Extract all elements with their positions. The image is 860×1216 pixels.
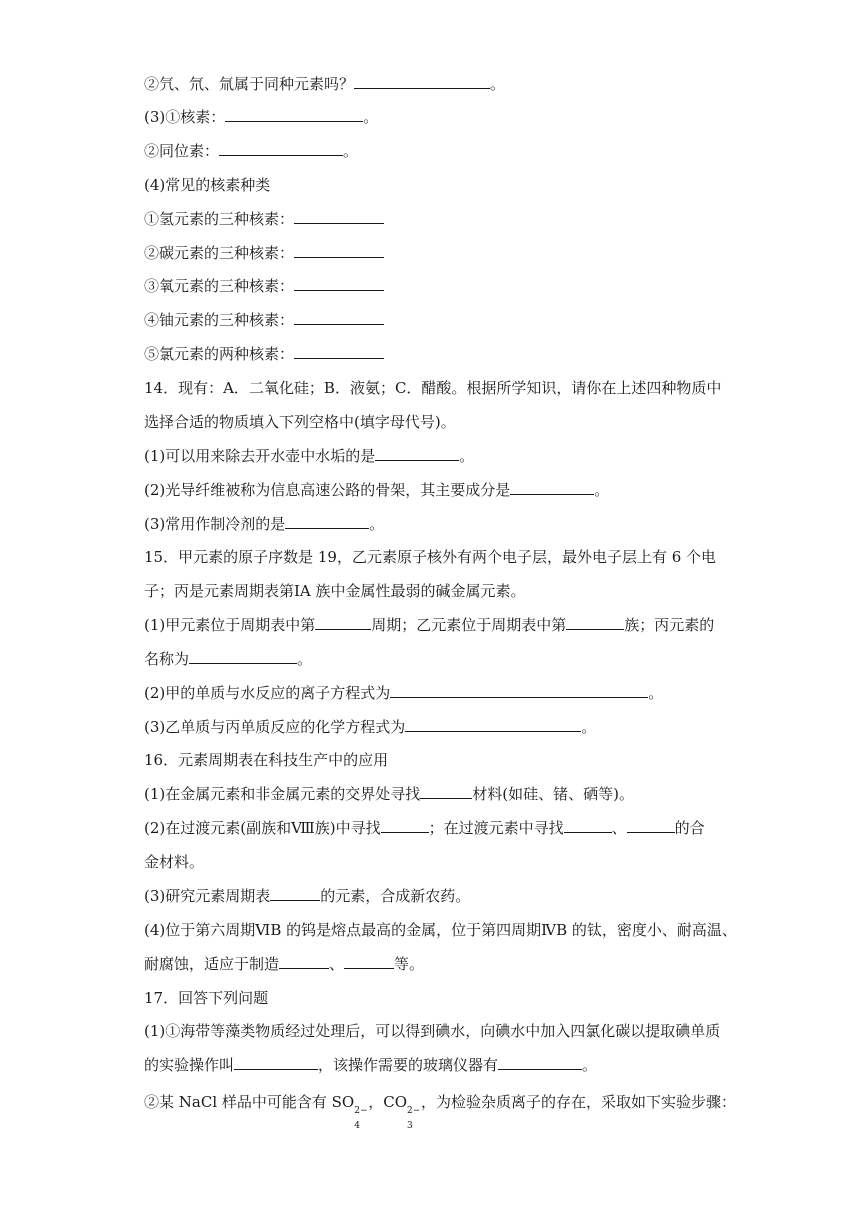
question-13-4-heading: (4)常见的核素种类 — [144, 176, 271, 194]
answer-blank[interactable] — [285, 514, 369, 529]
question-14-stem-line-1: 14．现有：A．二氧化硅；B．液氨；C．醋酸。根据所学知识，请你在上述四种物质中 — [144, 379, 722, 397]
question-17-stem-line: 17．回答下列问题 — [144, 989, 269, 1007]
question-14-1-line: (1)可以用来除去开水壶中水垢的是 。 — [144, 447, 475, 465]
answer-blank[interactable] — [315, 615, 371, 630]
question-17-1-continued-line: 的实验操作叫 ，该操作需要的玻璃仪器有 。 — [144, 1056, 598, 1074]
answer-blank[interactable] — [627, 818, 675, 833]
answer-blank[interactable] — [189, 649, 297, 664]
answer-blank[interactable] — [294, 209, 384, 224]
chlorine-nuclides-line: ⑤氯元素的两种核素： — [144, 344, 724, 364]
answer-blank[interactable] — [390, 683, 648, 698]
question-14-3-line: (3)常用作制冷剂的是 。 — [144, 515, 385, 533]
question-15-1-continued-line: 名称为 。 — [144, 650, 313, 668]
answer-blank[interactable] — [294, 344, 384, 359]
answer-blank[interactable] — [510, 480, 594, 495]
answer-blank[interactable] — [279, 954, 329, 969]
answer-blank[interactable] — [354, 74, 490, 89]
hydrogen-nuclides-line: ①氢元素的三种核素： — [144, 209, 724, 229]
question-16-1-line: (1)在金属元素和非金属元素的交界处寻找 材料(如硅、锗、硒等)。 — [144, 785, 634, 803]
question-13-3-2-line: ②同位素： 。 — [144, 142, 359, 160]
question-14-2-line: (2)光导纤维被称为信息高速公路的骨架，其主要成分是 。 — [144, 481, 610, 499]
question-16-4-continued-line: 耐腐蚀，适应于制造 、 等。 — [144, 955, 425, 973]
answer-blank[interactable] — [405, 717, 581, 732]
answer-blank[interactable] — [566, 615, 624, 630]
uranium-nuclides-line: ④铀元素的三种核素： — [144, 310, 724, 330]
answer-blank[interactable] — [381, 818, 429, 833]
answer-blank[interactable] — [270, 886, 320, 901]
answer-blank[interactable] — [234, 1055, 318, 1070]
question-16-2-line: (2)在过渡元素(副族和Ⅷ族)中寻找 ；在过渡元素中寻找 、 的合 — [144, 819, 705, 837]
question-14-stem-line-2: 选择合适的物质填入下列空格中(填字母代号)。 — [144, 413, 456, 431]
question-16-4-line: (4)位于第六周期ⅥB 的钨是熔点最高的金属，位于第四周期ⅣB 的钛，密度小、耐高温、 — [144, 921, 737, 939]
question-15-1-line: (1)甲元素位于周期表中第 周期；乙元素位于周期表中第 族；丙元素的 — [144, 616, 715, 634]
answer-blank[interactable] — [294, 276, 384, 291]
question-16-stem-line: 16．元素周期表在科技生产中的应用 — [144, 751, 389, 769]
question-13-3-1-line: (3)①核素： 。 — [144, 108, 379, 126]
answer-blank[interactable] — [498, 1055, 582, 1070]
question-16-2-continued-line: 金材料。 — [144, 853, 205, 871]
question-15-2-line: (2)甲的单质与水反应的离子方程式为 。 — [144, 684, 664, 702]
question-16-3-line: (3)研究元素周期表 的元素，合成新农药。 — [144, 887, 471, 905]
oxygen-nuclides-line: ③氧元素的三种核素： — [144, 276, 724, 296]
answer-blank[interactable] — [294, 243, 384, 258]
question-15-3-line: (3)乙单质与丙单质反应的化学方程式为 。 — [144, 718, 597, 736]
answer-blank[interactable] — [219, 141, 343, 156]
answer-blank[interactable] — [344, 954, 394, 969]
carbon-nuclides-line: ②碳元素的三种核素： — [144, 243, 724, 263]
answer-blank[interactable] — [294, 310, 384, 325]
question-17-2-line: ②某 NaCl 样品中可能含有 SO 2− 4 ，CO 2− 3 ，为检验杂质离子的存在，采取如下实验步骤： — [144, 1093, 737, 1131]
answer-blank[interactable] — [375, 446, 459, 461]
question-17-1-line: (1)①海带等藻类物质经过处理后，可以得到碘水，向碘水中加入四氯化碳以提取碘单质 — [144, 1022, 721, 1040]
question-15-stem-line-1: 15．甲元素的原子序数是 19，乙元素原子核外有两个电子层，最外电子层上有 6 个电 — [144, 548, 717, 566]
answer-blank[interactable] — [225, 107, 363, 122]
answer-blank[interactable] — [420, 784, 472, 799]
answer-blank[interactable] — [564, 818, 612, 833]
question-13-2-line: ②氕、氘、氚属于同种元素吗？ 。 — [144, 75, 506, 93]
question-15-stem-line-2: 子；丙是元素周期表第ⅠA 族中金属性最弱的碱金属元素。 — [144, 582, 526, 600]
